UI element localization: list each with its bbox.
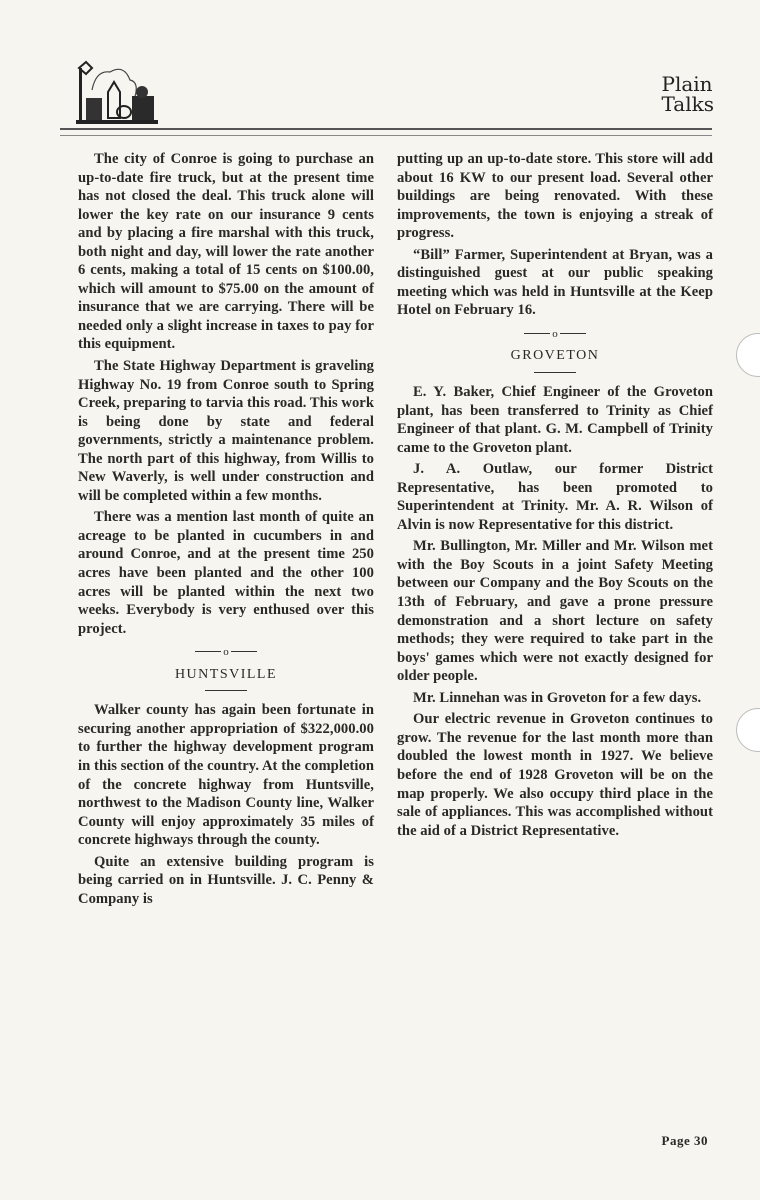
page-number: Page 30 xyxy=(661,1133,708,1148)
paragraph: There was a mention last month of quite an acreage to be planted in cucumbers in and around Conroe, and at the present time 250 acres have been planted and the other 100 acres will be planted within the next two weeks. Everybody is very enthused over this project. xyxy=(78,509,374,637)
section-separator: o xyxy=(78,642,374,662)
right-column xyxy=(397,150,713,843)
heading-rule xyxy=(534,372,576,373)
paragraph: Our electric revenue in Groveton continues to grow. The revenue for the last month more than doubled the lowest month in 1927. We believe before the end of 1928 Groveton will be on the map properly. We also occupy third place in the sale of appliances. This was accomplished without the aid of a District Representative. xyxy=(397,711,713,839)
paragraph: Mr. Linnehan was in Groveton for a few days. xyxy=(413,689,702,706)
paragraph: Quite an extensive building program is being carried on in Huntsville. J. C. Penny & Company is xyxy=(78,853,374,907)
section-heading-huntsville: HUNTSVILLE xyxy=(174,666,278,682)
paragraph: J. A. Outlaw, our former District Representative, has been promoted to Superintendent at Trinity. Mr. A. R. Wilson of Alvin is now Representative for this district. xyxy=(397,461,713,533)
lamp-and-books-illustration xyxy=(74,60,160,126)
paragraph: Mr. Bullington, Mr. Miller and Mr. Wilson met with the Boy Scouts in a joint Safety Meeting between our Company and the Boy Scouts on the 13th of February, and gave a prone pressure demonstration and a short lecture on safety methods; they were required to take part in the boys' games which were not exactly designed for older people. xyxy=(397,538,713,685)
paragraph: Walker county has again been fortunate in securing another appropriation of $322,000.00 to further the highway development program in this section of the country. At the completion of the concrete highway from Huntsville, northwest to the Madison County line, Walker County will enjoy approximately 35 miles of concrete highways through the county. xyxy=(78,702,374,849)
binder-hole xyxy=(736,708,760,752)
paragraph: “Bill” Farmer, Superintendent at Bryan, was a distinguished guest at our public speaking meeting which was held in Huntsville at the Keep Hotel on February 16. xyxy=(397,246,713,319)
paragraph: The State Highway Department is graveling Highway No. 19 from Conroe south to Spring Creek, preparing to tarvia this road. This work is being done by state and federal governments, strictly a maintenance problem. The north part of this highway, from Willis to New Waverly, is well under construction and will be completed within a few months. xyxy=(78,358,374,504)
paragraph: putting up an up-to-date store. This store will add about 16 KW to our present load. Several other buildings are being renovated. With these improvements, the town is enjoying a streak of progress. xyxy=(397,151,713,242)
brand-line-talks: Talks xyxy=(661,92,714,116)
publication-brand xyxy=(662,74,715,114)
header-rule xyxy=(60,128,712,136)
paragraph: The city of Conroe is going to purchase an up-to-date fire truck, but at the present time has not closed the deal. This truck alone will lower the key rate on our insurance 9 cents and by placing a fire marshal with this truck, both night and day, will lower the rate another 6 cents, making a total of 15 cents on $100.00, which will amount to $75.00 on the amount of insurance that we are carrying. There will be needed only a slight increase in taxes to pay for this equipment. xyxy=(78,151,374,353)
brand-line-plain: Plain xyxy=(661,72,713,96)
section-heading-groveton: GROVETON xyxy=(510,348,600,364)
section-separator: o xyxy=(397,324,713,344)
left-column xyxy=(78,150,374,911)
heading-rule xyxy=(205,690,247,691)
paragraph: E. Y. Baker, Chief Engineer of the Groveton plant, has been transferred to Trinity as Chief Engineer of that plant. G. M. Campbell of Trinity came to the Groveton plant. xyxy=(397,384,713,456)
binder-hole xyxy=(736,333,760,377)
